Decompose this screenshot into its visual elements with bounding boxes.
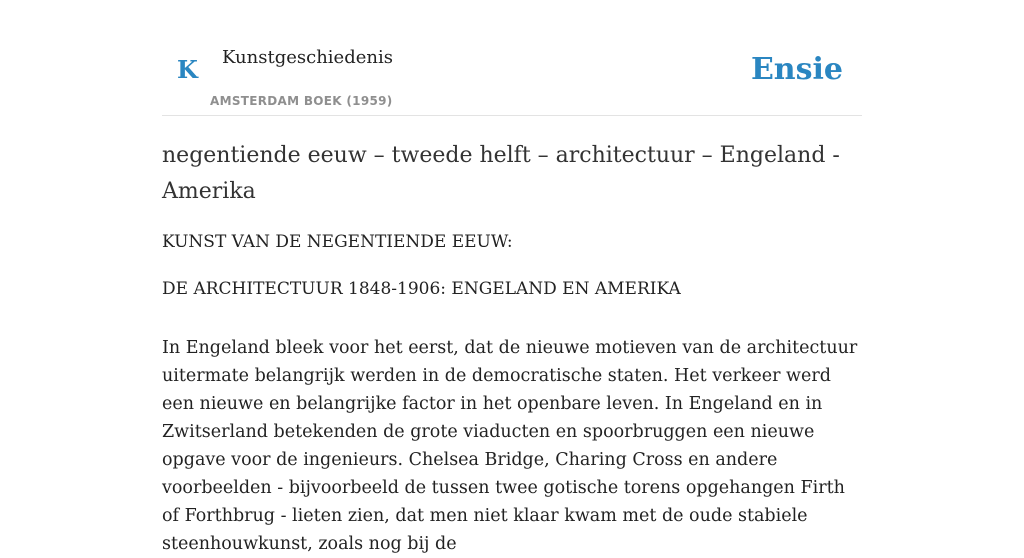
- ensie-logo[interactable]: Ensie: [750, 52, 843, 87]
- article-paragraph: In Engeland bleek voor het eerst, dat de nieuwe motieven van de architectuur uitermate belangrijk werden in de democratische staten. Het verkeer werd een nieuwe en belangrijke factor in het openbare leven. In Engeland en in Zwitserland betekenden de grote viaducten en spoorbruggen een nieuwe opgave voor de ingenieurs. Chelsea Bridge, Charing Cross en andere voorbeelden - bijvoorbeeld de tussen twee gotische torens opgehangen Firth of Forthbrug - lieten zien, dat men niet klaar kwam met de oude stabiele steenhouwkunst, zoals nog bij de: [162, 338, 858, 554]
- book-subtitle: AMSTERDAM BOEK (1959): [210, 94, 393, 108]
- book-title-link[interactable]: Kunstgeschiedenis: [222, 47, 393, 68]
- article-subhead: DE ARCHITECTUUR 1848-1906: ENGELAND EN AMERIKA: [162, 279, 681, 299]
- page: [162, 0, 862, 554]
- header: [162, 0, 862, 116]
- article-title: negentiende eeuw – tweede helft – architectuur – Engeland - Amerika: [162, 143, 840, 204]
- article-subhead: KUNST VAN DE NEGENTIENDE EEUW:: [162, 232, 513, 252]
- book-logo[interactable]: K: [177, 55, 198, 84]
